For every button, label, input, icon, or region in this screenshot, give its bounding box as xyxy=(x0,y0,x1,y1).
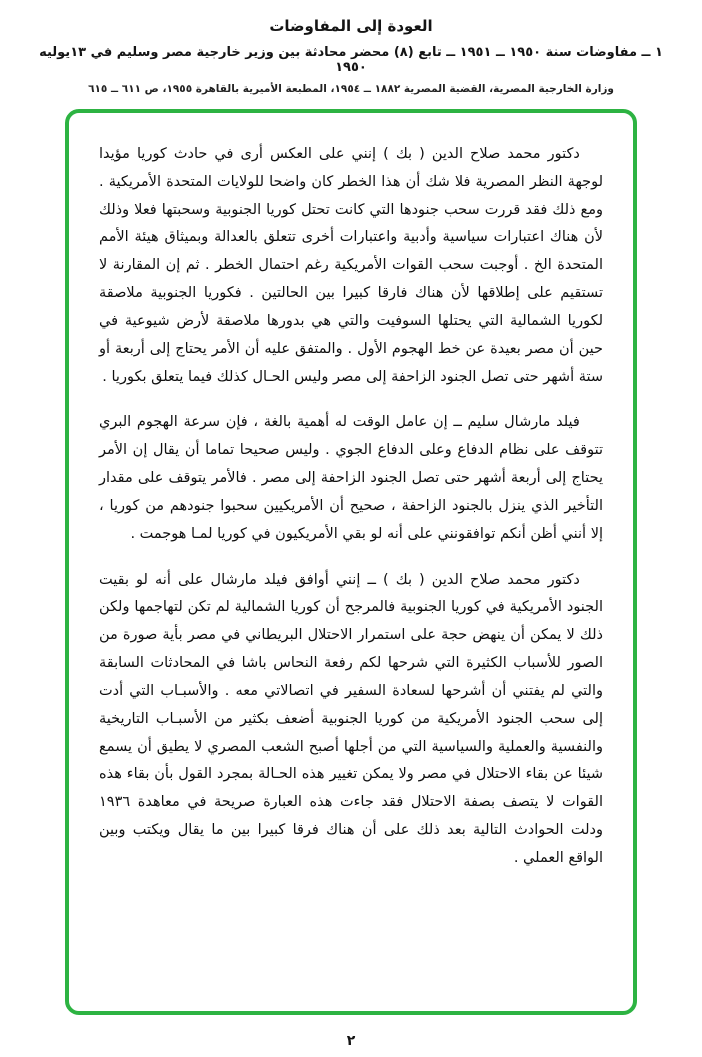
paragraph-salaheddin-1: دكتور محمد صلاح الدين ( بك ) إنني على العكس أرى في حادث كوريا مؤيدا لوجهة النظر المصرية فلا شك أن هذا الخطر كان واضحا للولايات المتحدة الأمريكية . ومع ذلك فقد قررت سحب جنودها التي كانت تحتل كوريا الجنوبية وسحبتها فعلا وذلك لأن هناك اعتبارات سياسية وأدبية واعتبارات أخرى تتعلق بالعدالة وبميثاق هيئة الأمم المتحدة الخ . أوجبت سحب القوات الأمريكية رغم احتمال الخطر . ثم إن المقارنة لا تستقيم على إطلاقها لأن هناك فارقا كبيرا بين الحالتين . فكوريا الجنوبية ملاصقة لكوريا الشمالية التي يحتلها السوفيت والتي هي بدورها ملاصقة لأرض شيوعية في حين أن مصر بعيدة عن خط الهجوم الأول . والمتفق عليه أن الأمر يحتاج إلى أربعة أو ستة أشهر حتى تصل الجنود الزاحفة إلى مصر وليس الحـال كذلك فيما يتعلق بكوريا . xyxy=(99,146,603,385)
document-headline: ١ ــ مفاوضات سنة ١٩٥٠ ــ ١٩٥١ ــ تابع (٨) محضر محادثة بين وزير خارجية مصر وسليم في ١٣يوليه ١٩٥٠ xyxy=(39,45,663,75)
highlight-frame xyxy=(65,109,637,1015)
document-body xyxy=(99,141,603,873)
page-number: ٢ xyxy=(346,1033,356,1049)
paragraph-salaheddin-2: دكتور محمد صلاح الدين ( بك ) ــ إنني أوافق فيلد مارشال على أنه لو بقيت الجنود الأمريكية في كوريا الجنوبية فالمرجح أن كوريا الشمالية لم تكن لتهاجمها ولكن ذلك لا يمكن أن ينهض حجة على استمرار الاحتلال البريطاني في مصر بأية صورة من الصور للأسباب الكثيرة التي شرحها لكم رفعة النحاس باشا في المحادثات السابقة والتي لم يفتني أن أشرحها لسعادة السفير في اتصالاتي معه . والأسبـاب التي أدت إلى سحب الجنود الأمريكية من كوريا الجنوبية أضعف بكثير من الأسبـاب التاريخية والنفسية والعملية والسياسية التي من أجلها أصبح الشعب المصري لا يطيق أن يسمع شيئا عن بقاء الاحتلال في مصر ولا يمكن تغيير هذه الحـالة بمجرد القول بأن بقاء هذه القوات لا يتصف بصفة الاحتلال فقد جاءت هذه العبارة صريحة في معاهدة ١٩٣٦ ودلت الحوادث التالية بعد ذلك على أن هناك فرقا كبيرا بين ما يقال ويكتب وبين الواقع العملي . xyxy=(99,571,603,866)
document-title: العودة إلى المفاوضات xyxy=(269,17,433,35)
document-source-citation: وزارة الخارجية المصرية، القضية المصرية ١٨٨٢ ــ ١٩٥٤، المطبعة الأميرية بالقاهرة ١٩٥٥، ص ٦١١ ــ ٦١٥ xyxy=(88,83,614,95)
paragraph-field-marshal-slim: فيلد مارشال سليم ــ إن عامل الوقت له أهمية بالغة ، فإن سرعة الهجوم البري تتوقف على نظام الدفاع وعلى الدفاع الجوي . وليس صحيحا تماما أن يقال إن الأمر يحتاج إلى أربعة أشهر حتى تصل الجنود الزاحفة إلى مصر . فالأمر يتوقف على مقدار التأخير الذي ينزل بالجنود الزاحفة ، صحيح أن الأمريكيين سحبوا جنودهم من كوريا ، إلا أنني أظن أنكم توافقونني على أنه لو بقي الأمريكيون في كوريا لمـا هوجمت . xyxy=(99,414,603,542)
